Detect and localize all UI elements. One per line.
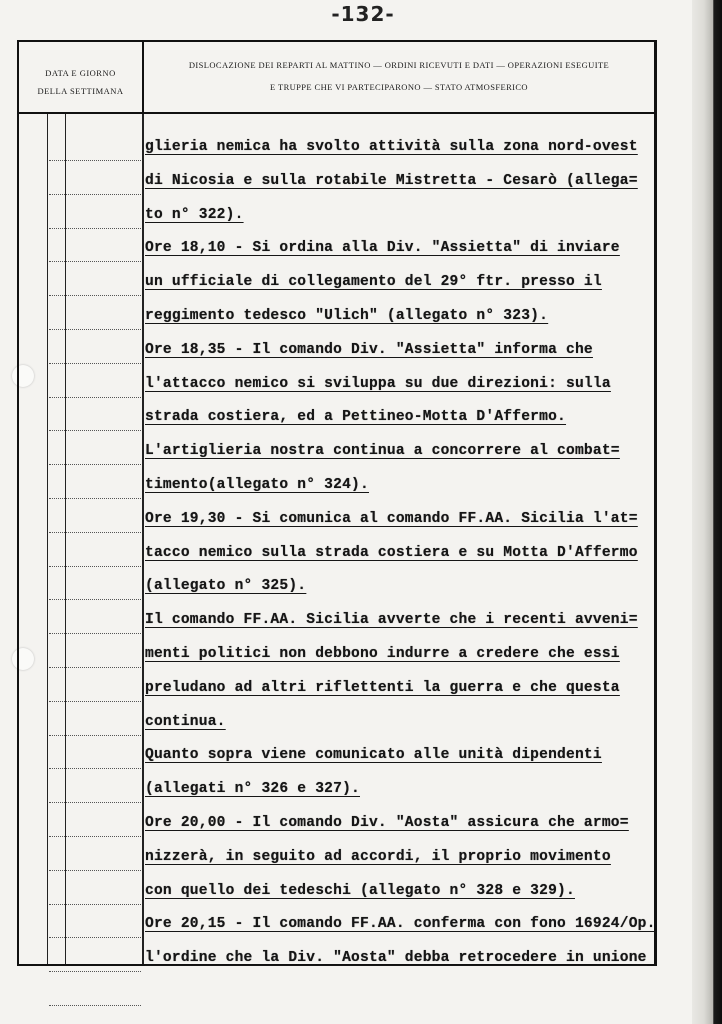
text-line: (allegato n° 325).: [145, 578, 307, 595]
date-rule: [49, 228, 141, 229]
ops-header-line-1: DISLOCAZIONE DEI REPARTI AL MATTINO — ORDINI RICEVUTI E DATI — OPERAZIONI ESEGUITE: [188, 60, 610, 70]
text-line: l'ordine che la Div. "Aosta" debba retrocedere in unione: [145, 950, 647, 967]
date-rule: [49, 160, 141, 161]
text-line: Ore 20,15 - Il comando FF.AA. conferma con fono 16924/Op.: [145, 916, 656, 933]
typed-entry: [145, 131, 657, 976]
date-rule: [49, 329, 141, 330]
date-rule: [49, 532, 141, 533]
date-rule: [49, 1005, 141, 1006]
text-line: (allegati n° 326 e 327).: [145, 781, 360, 798]
text-line: preludano ad altri riflettenti la guerra e che questa: [145, 679, 620, 696]
text-line: nizzerà, in seguito ad accordi, il proprio movimento: [145, 848, 611, 865]
text-line: strada costiera, ed a Pettineo-Motta D'Affermo.: [145, 409, 567, 426]
date-rule: [49, 904, 141, 905]
text-line: Quanto sopra viene comunicato alle unità dipendenti: [145, 747, 602, 764]
date-rule: [49, 397, 141, 398]
date-rule: [49, 768, 141, 769]
text-line: reggimento tedesco "Ulich" (allegato n° 323).: [145, 307, 549, 324]
date-rule: [49, 937, 141, 938]
date-rule: [49, 498, 141, 499]
text-line: con quello dei tedeschi (allegato n° 328 e 329).: [145, 882, 575, 899]
date-rule: [49, 836, 141, 837]
date-rule: [49, 802, 141, 803]
column-divider: [47, 114, 48, 964]
column-divider: [142, 114, 144, 964]
date-rule: [49, 430, 141, 431]
text-line: Il comando FF.AA. Sicilia avverte che i recenti avveni=: [145, 612, 638, 629]
date-rule: [49, 735, 141, 736]
date-rule: [49, 633, 141, 634]
text-line: glieria nemica ha svolto attività sulla zona nord-ovest: [145, 139, 638, 155]
text-line: di Nicosia e sulla rotabile Mistretta - Cesarò (allega=: [145, 172, 638, 189]
text-line: Ore 19,30 - Si comunica al comando FF.AA. Sicilia l'at=: [145, 510, 638, 527]
text-line: un ufficiale di collegamento del 29° ftr. presso il: [145, 274, 602, 291]
text-line: Ore 20,00 - Il comando Div. "Aosta" assicura che armo=: [145, 814, 629, 831]
page-number: -132-: [331, 2, 395, 26]
text-line: timento(allegato n° 324).: [145, 476, 369, 493]
date-column-header: [19, 42, 144, 112]
date-rule: [49, 701, 141, 702]
text-line: to n° 322).: [145, 206, 244, 223]
text-line: l'attacco nemico si sviluppa su due direzioni: sulla: [145, 375, 611, 392]
text-line: Ore 18,35 - Il comando Div. "Assietta" informa che: [145, 341, 593, 358]
date-rule: [49, 363, 141, 364]
page-edge: [692, 0, 722, 1024]
date-rule: [49, 599, 141, 600]
text-line: tacco nemico sulla strada costiera e su Motta D'Affermo: [145, 544, 638, 561]
date-rule: [49, 566, 141, 567]
form-header: [19, 42, 654, 114]
date-rule: [49, 261, 141, 262]
date-rule: [49, 464, 141, 465]
text-line: menti politici non debbono indurre a credere che essi: [145, 645, 620, 662]
date-rule: [49, 971, 141, 972]
ops-header-line-2: E TRUPPE CHE VI PARTECIPARONO — STATO ATMOSFERICO: [270, 82, 528, 92]
date-header-line-1: DATA E GIORNO: [45, 68, 116, 78]
text-line: continua.: [145, 713, 226, 730]
text-line: L'artiglieria nostra continua a concorrere al combat=: [145, 443, 620, 460]
date-header-line-2: DELLA SETTIMANA: [37, 86, 124, 96]
date-rule: [49, 667, 141, 668]
date-rule: [49, 870, 141, 871]
date-rule: [49, 295, 141, 296]
date-rule: [49, 194, 141, 195]
text-line: Ore 18,10 - Si ordina alla Div. "Assietta" di inviare: [145, 240, 620, 257]
operations-column-header: [144, 42, 654, 112]
